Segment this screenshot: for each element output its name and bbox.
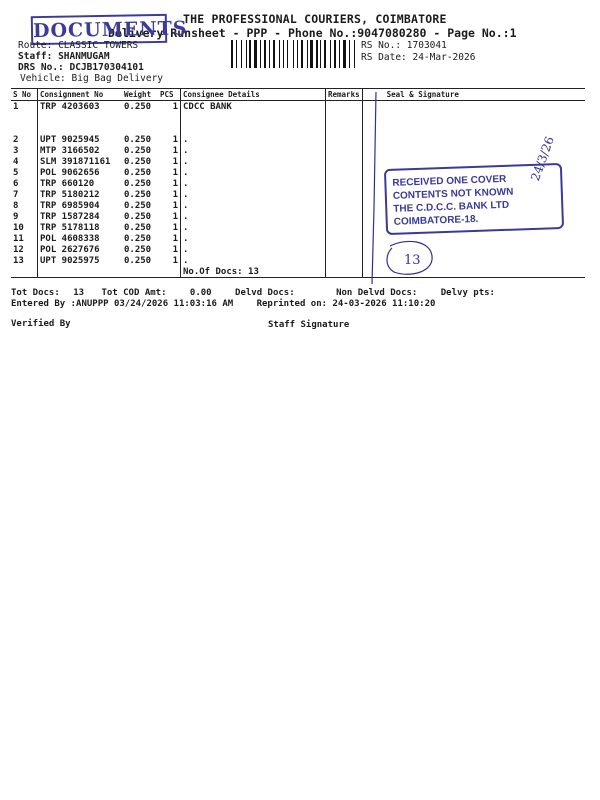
row-sno: 6 [13,178,19,189]
row-pcs: 1 [172,244,178,255]
barcode-bar [304,40,306,68]
spacer-cell [181,112,326,123]
col-consignee: Consignee Details [181,89,326,101]
footer-cell [38,266,123,278]
barcode-bar [231,40,233,68]
barcode-bar [258,40,259,68]
delvd-docs-label: Delvd Docs: [235,288,295,298]
table-row [11,101,585,113]
col-pcs: PCS [158,89,181,101]
row-sno: 4 [13,156,19,167]
barcode-bar [307,40,308,68]
row-pcs: 1 [172,211,178,222]
row-sno: 7 [13,189,19,200]
barcode-bar [273,40,276,68]
row-pcs: 1 [172,222,178,233]
col-weight: Weight [122,89,158,101]
barcode-bar [246,40,247,68]
spacer-cell [122,112,158,123]
stamp-line: RECEIVED ONE COVER [392,173,507,189]
barcode-bar [299,40,300,68]
row-weight: 0.250 [124,200,152,211]
documents-stamp: DOCUMENTS [31,14,167,45]
route-value: CLASSIC TOWERS [58,40,139,51]
barcode-bar [243,40,245,68]
barcode-bar [337,40,338,68]
row-consignment: POL 2627676 [38,244,123,255]
staff-signature: Staff Signature [268,320,350,330]
row-consignment: TRP 4203603 [38,101,123,113]
col-consignment: Consignment No [38,89,123,101]
row-consignee: . [181,189,326,200]
table-row [11,145,585,156]
row-weight: 0.250 [124,211,152,222]
barcode-bar [330,40,331,68]
barcode-bar [293,40,294,68]
table-header-row [11,89,585,101]
route-label: Route: [18,40,53,51]
barcode-bar [322,40,323,68]
barcode-bar [314,40,315,68]
footer-cell [326,266,363,278]
row-sno: 5 [13,167,19,178]
row-remarks [326,189,363,200]
ink-line [372,92,376,284]
row-consignment: TRP 1587284 [38,211,123,222]
row-remarks [326,145,363,156]
spacer-cell [326,123,363,134]
row-sno: 10 [13,222,24,233]
row-consignee: . [181,178,326,189]
barcode-bar [324,40,326,68]
row-consignee: . [181,233,326,244]
row-consignee: . [181,145,326,156]
barcode-bar [260,40,261,68]
row-remarks [326,222,363,233]
spacer-cell [11,112,38,123]
no-of-docs: No.Of Docs: 13 [181,266,326,278]
barcode-bar [347,40,348,68]
barcode-bar [332,40,333,68]
barcode-bar [267,40,268,68]
row-consignment: MTP 3166502 [38,145,123,156]
barcode-bar [320,40,321,68]
barcode-bar [343,40,346,68]
barcode-bar [241,40,242,68]
row-pcs: 1 [172,200,178,211]
row-pcs: 1 [172,134,178,145]
barcode-bar [261,40,263,68]
barcode-bar [271,40,272,68]
barcode-bar [249,40,251,68]
staff-value: SHANMUGAM [58,51,110,62]
barcode-bar [354,40,355,68]
barcode-bar [341,40,343,68]
footer-cell [11,266,38,278]
row-remarks [326,156,363,167]
row-sno: 2 [13,134,19,145]
row-consignment: POL 4608338 [38,233,123,244]
spacer-cell [122,123,158,134]
barcode-bar [281,40,282,68]
stamp-line: CONTENTS NOT KNOWN [392,186,514,202]
col-remarks: Remarks [326,89,363,101]
barcode-bar [339,40,340,68]
drs-label: DRS No.: [18,62,64,73]
col-sno: S No [11,89,38,101]
table-row [11,134,585,145]
barcode-bar [285,40,286,68]
row-sno: 8 [13,200,19,211]
row-pcs: 1 [172,156,178,167]
footer-cell [122,266,158,278]
spacer-cell [158,112,181,123]
row-pcs: 1 [172,145,178,156]
reprinted-on: Reprinted on: 24-03-2026 11:10:20 [256,299,436,309]
row-consignment: UPT 9025975 [38,255,123,266]
row-sno: 13 [13,255,24,266]
spacer-cell [38,123,123,134]
non-delvd-docs-label: Non Delvd Docs: [336,288,418,298]
tot-docs-value: 13 [73,288,85,298]
row-sno: 11 [13,233,24,244]
row-weight: 0.250 [124,255,152,266]
barcode-bar [287,40,288,68]
row-consignee: . [181,255,326,266]
rs-date-label: RS Date: [361,52,407,63]
barcode-bar [236,40,237,68]
vehicle-value: Big Bag Delivery [71,73,164,84]
barcode-bar [289,40,292,68]
row-remarks [326,101,363,113]
row-weight: 0.250 [124,222,152,233]
row-weight: 0.250 [124,167,152,178]
totals-line [11,288,495,298]
barcode-bar [327,40,330,68]
drs-line [18,62,144,73]
delvy-pts-label: Delvy pts: [440,288,495,298]
spacer-cell [158,123,181,134]
barcode-bar [297,40,298,68]
row-weight: 0.250 [124,145,152,156]
col-seal-signature: Seal & Signature [362,89,585,101]
route-line [18,40,138,51]
row-consignment: TRP 660120 [38,178,123,189]
table-row [11,255,585,266]
row-pcs: 1 [172,101,178,112]
spacer-cell [38,112,123,123]
barcode-bar [276,40,278,68]
spacer-row [11,112,585,123]
barcode-bar [254,40,257,68]
row-weight: 0.250 [124,189,152,200]
row-consignee: . [181,211,326,222]
row-remarks [326,134,363,145]
runsheet-title: Delivery Runsheet - PPP - Phone No.:9047080280 - Page No.:1 [108,26,517,40]
row-consignee: CDCC BANK [181,101,326,113]
row-weight: 0.250 [124,101,152,112]
row-pcs: 1 [172,255,178,266]
row-consignee: . [181,200,326,211]
barcode [231,40,357,68]
row-consignee: . [181,134,326,145]
rs-date-value: 24-Mar-2026 [412,52,476,63]
company-title: THE PROFESSIONAL COURIERS, COIMBATORE [183,12,447,26]
vehicle-line [20,73,163,84]
drs-value: DCJB170304101 [69,62,144,73]
entry-info-line [11,299,435,309]
barcode-bar [252,40,253,68]
barcode-bar [248,40,249,68]
staff-line [18,51,110,62]
no-of-docs-row [11,266,585,278]
row-weight: 0.250 [124,233,152,244]
row-consignee: . [181,222,326,233]
row-pcs: 1 [172,189,178,200]
row-remarks [326,200,363,211]
verified-by: Verified By [11,319,71,329]
barcode-bar [316,40,318,68]
barcode-bar [234,40,235,68]
row-consignee: . [181,156,326,167]
spacer-row [11,123,585,134]
barcode-bar [295,40,297,68]
row-consignment: UPT 9025945 [38,134,123,145]
footer-cell [158,266,181,278]
stamp-line: THE C.D.C.C. BANK LTD [393,199,510,215]
row-pcs: 1 [172,178,178,189]
row-consignee: . [181,244,326,255]
handwritten-count: 13 [404,253,421,268]
row-remarks [326,255,363,266]
row-consignee: . [181,167,326,178]
barcode-bar [237,40,240,68]
tot-cod-label: Tot COD Amt: [101,288,167,298]
vehicle-label: Vehicle: [20,73,66,84]
row-consignment: TRP 6985904 [38,200,123,211]
table-row [11,244,585,255]
rs-date-line [361,52,475,63]
barcode-bar [283,40,285,68]
barcode-bar [308,40,309,68]
barcode-bar [310,40,313,68]
row-remarks [326,167,363,178]
row-remarks [326,178,363,189]
row-consignment: TRP 5180212 [38,189,123,200]
row-weight: 0.250 [124,244,152,255]
row-remarks [326,244,363,255]
row-weight: 0.250 [124,134,152,145]
barcode-bar [351,40,353,68]
spacer-cell [326,112,363,123]
barcode-bar [334,40,336,68]
rs-no-line [361,40,447,51]
row-weight: 0.250 [124,156,152,167]
tot-cod-value: 0.00 [189,288,212,298]
row-sno: 3 [13,145,19,156]
rs-no-label: RS No.: [361,40,402,51]
barcode-bar [269,40,270,68]
row-sno: 1 [13,101,19,112]
spacer-cell [181,123,326,134]
row-pcs: 1 [172,233,178,244]
stamp-line: COIMBATORE-18. [393,213,479,228]
row-consignment: SLM 391871161 [38,156,123,167]
row-sno: 9 [13,211,19,222]
row-remarks [326,233,363,244]
row-consignment: POL 9062656 [38,167,123,178]
entered-by: Entered By :ANUPPP 03/24/2026 11:03:16 AM [11,299,234,309]
staff-label: Staff: [18,51,53,62]
barcode-bar [349,40,350,68]
row-remarks [326,211,363,222]
rs-no-value: 1703041 [406,40,447,51]
barcode-bar [301,40,303,68]
barcode-bar [355,40,356,68]
table-row [11,233,585,244]
row-weight: 0.250 [124,178,152,189]
row-consignment: TRP 5178118 [38,222,123,233]
barcode-bar [264,40,266,68]
row-sno: 12 [13,244,24,255]
tot-docs-label: Tot Docs: [11,288,60,298]
barcode-bar [319,40,320,68]
barcode-bar [279,40,280,68]
row-pcs: 1 [172,167,178,178]
handwritten-date: 24/3/26 [528,134,557,183]
spacer-cell [11,123,38,134]
